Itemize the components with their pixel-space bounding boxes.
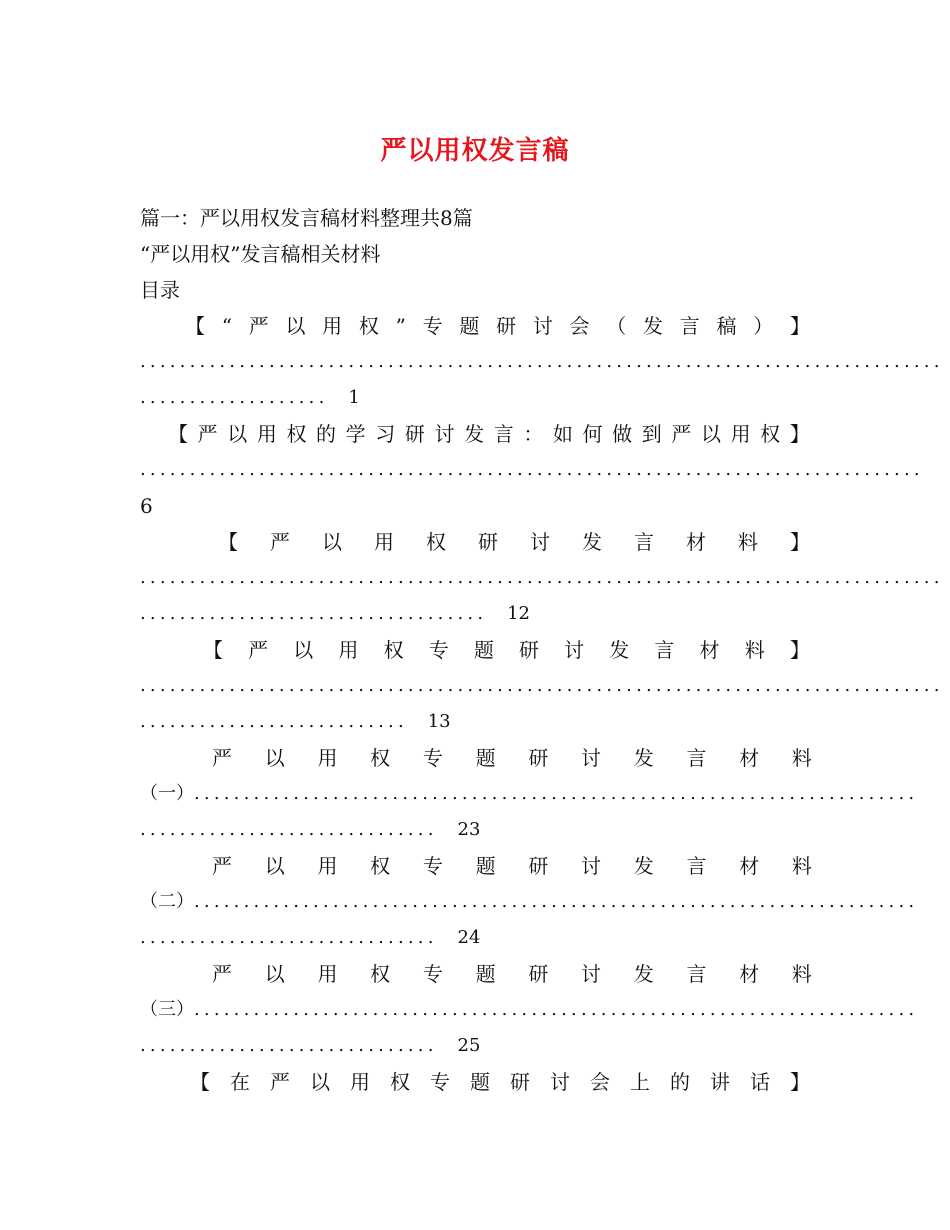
toc-title-char: 料 — [791, 854, 812, 878]
toc-title-char: 讨 — [550, 1070, 570, 1094]
toc-title-char: 严 — [270, 1070, 290, 1094]
toc-leader-dots: ................................... 12 — [140, 603, 531, 624]
toc-title-char: ） — [753, 314, 774, 338]
toc-title-char: 【 — [168, 422, 188, 446]
toc-title-char: 上 — [630, 1070, 650, 1094]
toc-title-char: 严 — [212, 746, 232, 770]
toc-title-char: 的 — [316, 422, 337, 446]
toc-title-char: 的 — [670, 1070, 690, 1094]
toc-title-char: （ — [606, 314, 627, 338]
toc-title-char: 会 — [569, 314, 590, 338]
toc-title-char: 材 — [739, 854, 760, 878]
toc-entry-suffix: （二） — [140, 891, 194, 912]
toc-title-char: 【 — [203, 638, 223, 662]
toc-page-number: 23 — [457, 819, 481, 840]
toc-leader-dots: （三）......................................................................... — [140, 999, 919, 1020]
toc-title-char: 言 — [679, 314, 700, 338]
toc-title-char: 发 — [633, 746, 654, 770]
toc-title-char: 专 — [422, 854, 443, 878]
toc-title-char: 权 — [358, 314, 379, 338]
toc-title-char: 以 — [264, 746, 285, 770]
toc-title-char: 权 — [370, 854, 391, 878]
toc-title-char: 做 — [612, 422, 633, 446]
toc-entry-title[interactable] — [212, 960, 812, 988]
toc-title-char: 发 — [643, 314, 664, 338]
toc-title-char: 权 — [760, 422, 781, 446]
toc-title-char: 料 — [791, 746, 812, 770]
toc-title-char: 研 — [518, 638, 539, 662]
toc-title-char: 会 — [590, 1070, 610, 1094]
toc-title-char: 权 — [286, 422, 307, 446]
toc-title-char: 用 — [317, 854, 338, 878]
toc-title-char: 】 — [789, 314, 810, 338]
toc-entry-title[interactable] — [190, 1068, 810, 1096]
toc-title-char: 【 — [218, 530, 238, 554]
toc-title-char: 言 — [686, 746, 707, 770]
toc-leader-dots: ................................................................................. — [140, 567, 944, 588]
toc-title-char: 以 — [322, 530, 342, 554]
toc-title-char: 】 — [789, 638, 810, 662]
toc-title-char: 发 — [633, 854, 654, 878]
toc-title-char: 权 — [370, 746, 391, 770]
toc-title-char: 】 — [790, 1070, 810, 1094]
toc-title-char: 严 — [212, 962, 232, 986]
toc-title-char: 讨 — [581, 854, 602, 878]
toc-leader-dots: （一）......................................................................... — [140, 783, 919, 804]
toc-title-char: 【 — [190, 1070, 210, 1094]
toc-leader-dots: .............................. 24 — [140, 927, 481, 948]
toc-title-char: ： — [523, 422, 544, 446]
toc-title-char: 讨 — [434, 422, 455, 446]
toc-title-char: 用 — [338, 638, 359, 662]
toc-title-char: 用 — [317, 746, 338, 770]
toc-title-char: 讨 — [581, 746, 602, 770]
toc-title-char: 用 — [730, 422, 751, 446]
toc-title-char: 讨 — [530, 530, 550, 554]
toc-title-char: 严 — [270, 530, 290, 554]
toc-entry-suffix: （三） — [140, 999, 194, 1020]
toc-title-char: 题 — [475, 854, 496, 878]
toc-title-char: 研 — [496, 314, 517, 338]
toc-title-char: 用 — [317, 962, 338, 986]
toc-title-char: 讨 — [581, 962, 602, 986]
toc-title-char: 用 — [256, 422, 277, 446]
toc-title-char: 话 — [750, 1070, 770, 1094]
toc-title-char: 研 — [404, 422, 425, 446]
toc-entry-title[interactable] — [218, 528, 810, 556]
toc-title-char: 讨 — [564, 638, 585, 662]
toc-title-char: 用 — [350, 1070, 370, 1094]
toc-title-char: 以 — [227, 422, 248, 446]
toc-title-char: 研 — [528, 854, 549, 878]
toc-title-char: 研 — [528, 746, 549, 770]
toc-title-char: 料 — [744, 638, 765, 662]
toc-page-number: 12 — [507, 603, 531, 624]
toc-title-char: 专 — [422, 746, 443, 770]
toc-title-char: 何 — [582, 422, 603, 446]
toc-leader-dots: .............................. 25 — [140, 1035, 481, 1056]
toc-title-char: 言 — [654, 638, 675, 662]
toc-title-char: 】 — [789, 422, 810, 446]
toc-title-char: 题 — [475, 746, 496, 770]
toc-title-char: 题 — [473, 638, 494, 662]
toc-leader-dots: ........................... 13 — [140, 711, 451, 732]
toc-title-char: 到 — [641, 422, 662, 446]
toc-title-char: 研 — [528, 962, 549, 986]
toc-title-char: 题 — [459, 314, 480, 338]
toc-title-char: 严 — [248, 638, 269, 662]
toc-title-char: 料 — [738, 530, 758, 554]
toc-title-char: 以 — [264, 854, 285, 878]
toc-entry-title[interactable] — [203, 636, 810, 664]
toc-title-char: 材 — [739, 962, 760, 986]
toc-leader-dots: ................................................................................. — [140, 351, 944, 372]
document-title: 严以用权发言稿 — [380, 136, 570, 166]
toc-leader-dots: ............................................................................... — [140, 459, 924, 480]
toc-title-char: 专 — [422, 962, 443, 986]
toc-title-char: “ — [221, 314, 232, 338]
subheading: “严以用权”发言稿相关材料 — [140, 242, 381, 266]
toc-label: 目录 — [140, 278, 180, 302]
toc-title-char: 专 — [428, 638, 449, 662]
toc-title-char: 】 — [790, 530, 810, 554]
toc-leader-dots: ................... 1 — [140, 387, 360, 408]
toc-title-char: 题 — [470, 1070, 490, 1094]
toc-title-char: ” — [395, 314, 406, 338]
toc-title-char: 讲 — [710, 1070, 730, 1094]
toc-entry-title[interactable] — [185, 312, 810, 340]
toc-title-char: 材 — [739, 746, 760, 770]
toc-page-number: 6 — [140, 494, 153, 518]
toc-title-char: 权 — [383, 638, 404, 662]
toc-title-char: 料 — [791, 962, 812, 986]
toc-title-char: 稿 — [716, 314, 737, 338]
toc-title-char: 如 — [552, 422, 573, 446]
toc-title-char: 言 — [686, 854, 707, 878]
toc-title-char: 用 — [322, 314, 343, 338]
toc-title-char: 发 — [582, 530, 602, 554]
toc-leader-dots: .............................. 23 — [140, 819, 481, 840]
toc-title-char: 【 — [185, 314, 205, 338]
toc-title-char: 研 — [510, 1070, 530, 1094]
toc-title-char: 发 — [464, 422, 485, 446]
toc-entry-title[interactable] — [168, 420, 810, 448]
toc-title-char: 在 — [230, 1070, 250, 1094]
toc-page-number: 13 — [427, 711, 451, 732]
toc-title-char: 专 — [422, 314, 443, 338]
toc-page-number: 25 — [457, 1035, 481, 1056]
toc-title-char: 权 — [426, 530, 446, 554]
toc-title-char: 严 — [197, 422, 218, 446]
toc-title-char: 严 — [248, 314, 269, 338]
toc-title-char: 权 — [390, 1070, 410, 1094]
toc-title-char: 用 — [374, 530, 394, 554]
toc-title-char: 习 — [375, 422, 396, 446]
toc-title-char: 以 — [264, 962, 285, 986]
toc-title-char: 研 — [478, 530, 498, 554]
toc-title-char: 言 — [686, 962, 707, 986]
toc-leader-dots: ................................................................................. — [140, 675, 944, 696]
toc-title-char: 言 — [493, 422, 514, 446]
part-heading: 篇一：严以用权发言稿材料整理共8篇 — [140, 206, 473, 230]
toc-title-char: 严 — [212, 854, 232, 878]
toc-entry-title[interactable] — [212, 744, 812, 772]
toc-title-char: 权 — [370, 962, 391, 986]
toc-title-char: 以 — [700, 422, 721, 446]
toc-entry-title[interactable] — [212, 852, 812, 880]
toc-title-char: 发 — [609, 638, 630, 662]
toc-title-char: 学 — [345, 422, 366, 446]
toc-title-char: 言 — [634, 530, 654, 554]
toc-leader-dots: （二）......................................................................... — [140, 891, 919, 912]
toc-title-char: 讨 — [532, 314, 553, 338]
toc-page-number: 24 — [457, 927, 481, 948]
toc-title-char: 以 — [285, 314, 306, 338]
toc-title-char: 以 — [310, 1070, 330, 1094]
toc-title-char: 以 — [293, 638, 314, 662]
toc-entry-suffix: （一） — [140, 783, 194, 804]
toc-page-number: 1 — [348, 387, 360, 408]
toc-title-char: 发 — [633, 962, 654, 986]
toc-title-char: 专 — [430, 1070, 450, 1094]
toc-title-char: 题 — [475, 962, 496, 986]
toc-title-char: 材 — [699, 638, 720, 662]
toc-title-char: 材 — [686, 530, 706, 554]
toc-title-char: 严 — [671, 422, 692, 446]
